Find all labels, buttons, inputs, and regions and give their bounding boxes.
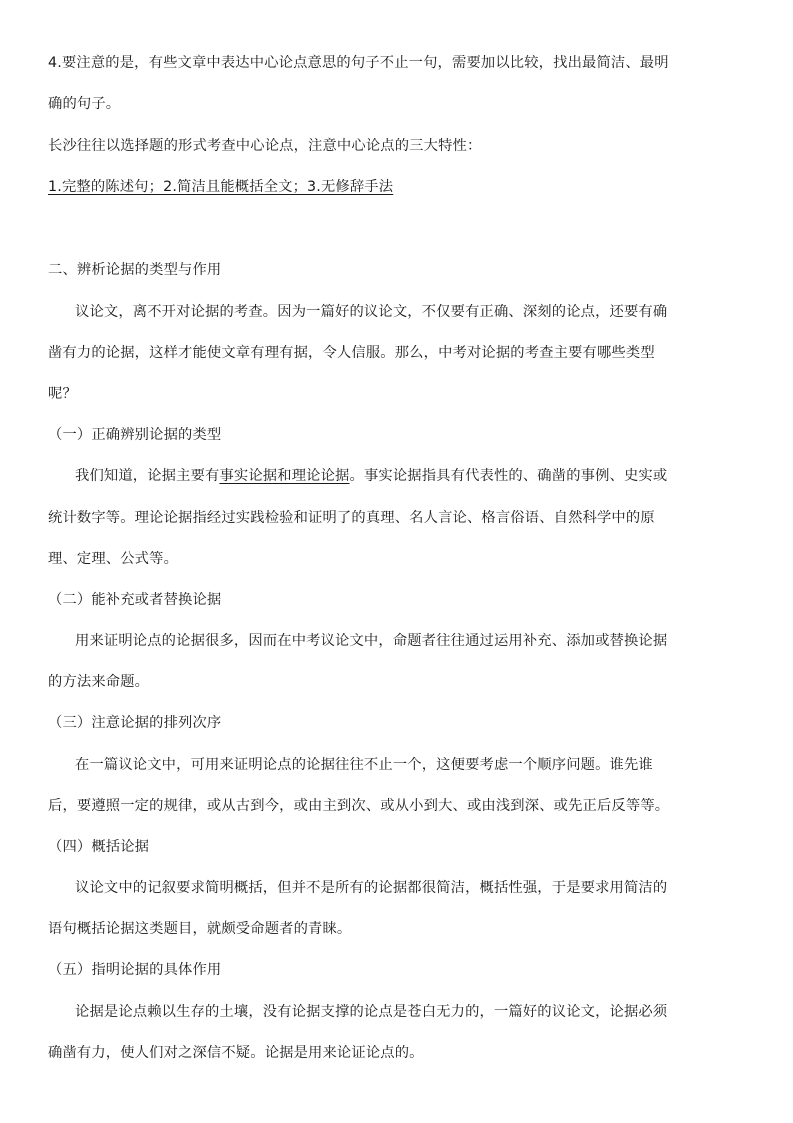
- paragraph-line: 在一篇议论文中，可用来证明论点的论据往往不止一个，这便要考虑一个顺序问题。谁先谁: [75, 757, 653, 773]
- paragraph-line: 4.要注意的是，有些文章中表达中心论点意思的句子不止一句，需要加以比较，找出最简洁、最明: [48, 55, 669, 71]
- paragraph-line: 长沙往往以选择题的形式考查中心论点，注意中心论点的三大特性：: [48, 138, 482, 154]
- paragraph-line: 论据是论点赖以生存的土壤，没有论据支撑的论点是苍白无力的，一篇好的议论文，论据必须: [75, 1004, 668, 1020]
- paragraph-line: 的方法来命题。: [48, 674, 150, 690]
- subsection-heading: （三）注意论据的排列次序: [48, 715, 222, 731]
- text-run: 。事实论据指具有代表性的、确凿的事例、史实或: [349, 468, 668, 484]
- paragraph-line: 确凿有力，使人们对之深信不疑。论据是用来论证论点的。: [48, 1045, 424, 1061]
- paragraph-line: [75, 466, 775, 486]
- paragraph-line: 议论文，离不开对论据的考查。因为一篇好的议论文，不仅要有正确、深刻的论点，还要有确: [75, 304, 668, 320]
- paragraph-line: 后，要遵照一定的规律，或从古到今，或由主到次、或从小到大、或由浅到深、或先正后反等等。: [48, 798, 670, 814]
- subsection-heading: （五）指明论据的具体作用: [48, 962, 222, 978]
- paragraph-line: 凿有力的论据，这样才能使文章有理有据，令人信服。那么，中考对论据的考查主要有哪些类型: [48, 345, 655, 361]
- subsection-heading: （四）概括论据: [48, 839, 150, 855]
- underlined-term: 事实论据和理论论据: [219, 468, 350, 484]
- paragraph-line: 议论文中的记叙要求简明概括，但并不是所有的论据都很简洁，概括性强，于是要求用简洁的: [75, 880, 668, 896]
- paragraph-line: 确的句子。: [48, 96, 121, 112]
- paragraph-line: 呢？: [48, 386, 77, 402]
- paragraph-line: 用来证明论点的论据很多，因而在中考议论文中，命题者往往通过运用补充、添加或替换论据: [75, 633, 668, 649]
- paragraph-line: 理、定理、公式等。: [48, 551, 179, 567]
- section-heading: 二、辨析论据的类型与作用: [48, 262, 222, 278]
- key-points-underlined: 1.完整的陈述句；2.简洁且能概括全文；3.无修辞手法: [48, 179, 394, 195]
- subsection-heading: （二）能补充或者替换论据: [48, 592, 222, 608]
- text-run: 我们知道，论据主要有: [75, 468, 220, 484]
- paragraph-line: 统计数字等。理论论据指经过实践检验和证明了的真理、名人言论、格言俗语、自然科学中的原: [48, 510, 655, 526]
- paragraph-line: 语句概括论据这类题目，就颇受命题者的青睐。: [48, 921, 352, 937]
- subsection-heading: （一）正确辨别论据的类型: [48, 427, 222, 443]
